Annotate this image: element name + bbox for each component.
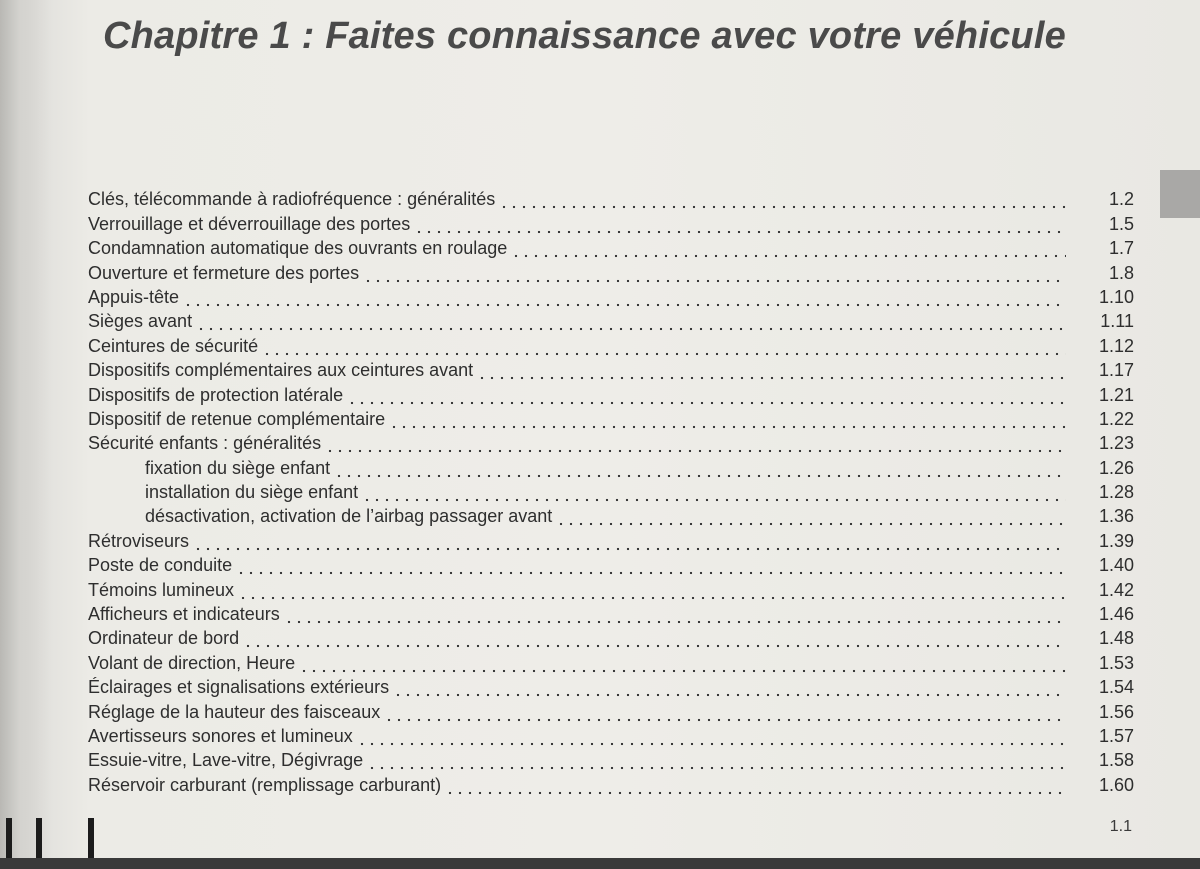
toc-entry[interactable] bbox=[88, 186, 1134, 210]
toc-entry-page: 1.8 bbox=[1108, 262, 1134, 283]
toc-entry[interactable] bbox=[88, 527, 1134, 551]
toc-entry-label: Condamnation automatique des ouvrants en roulage bbox=[88, 238, 508, 259]
toc-entry[interactable] bbox=[88, 381, 1134, 405]
toc-entry-page: 1.5 bbox=[1108, 213, 1134, 234]
toc-entry[interactable] bbox=[88, 723, 1134, 747]
toc-entry-label: Témoins lumineux bbox=[88, 579, 235, 600]
toc-entry[interactable] bbox=[88, 210, 1134, 234]
toc-entry-page: 1.2 bbox=[1108, 189, 1134, 210]
toc-entry[interactable] bbox=[88, 698, 1134, 722]
toc-entry[interactable] bbox=[88, 284, 1134, 308]
toc-entry-page: 1.54 bbox=[1098, 677, 1134, 698]
toc-entry[interactable] bbox=[88, 406, 1134, 430]
toc-leader-dots bbox=[556, 505, 1066, 527]
toc-entry[interactable] bbox=[88, 332, 1134, 356]
toc-entry-page: 1.22 bbox=[1098, 408, 1134, 429]
crop-mark bbox=[88, 818, 94, 858]
chapter-title: Chapitre 1 : Faites connaissance avec votre véhicule bbox=[103, 15, 1066, 57]
toc-subentry[interactable] bbox=[88, 479, 1134, 503]
toc-entry-page: 1.53 bbox=[1098, 652, 1134, 673]
toc-entry-label: Ordinateur de bord bbox=[88, 628, 240, 649]
toc-entry-page: 1.56 bbox=[1098, 701, 1134, 722]
toc-leader-dots bbox=[243, 627, 1066, 649]
toc-entry-label: Avertisseurs sonores et lumineux bbox=[88, 725, 353, 746]
toc-entry-label: Essuie-vitre, Lave-vitre, Dégivrage bbox=[88, 750, 364, 771]
crop-mark bbox=[6, 818, 12, 858]
toc-leader-dots bbox=[238, 579, 1066, 601]
toc-leader-dots bbox=[363, 262, 1066, 284]
toc-subentry[interactable] bbox=[88, 454, 1134, 478]
toc-leader-dots bbox=[362, 481, 1066, 503]
toc-entry-label: Réservoir carburant (remplissage carburant) bbox=[88, 774, 442, 795]
toc-entry-page: 1.40 bbox=[1098, 555, 1134, 576]
toc-entry-page: 1.11 bbox=[1100, 311, 1134, 332]
toc-subentry-page: 1.26 bbox=[1098, 457, 1134, 478]
toc-leader-dots bbox=[347, 384, 1066, 406]
toc-entry-page: 1.23 bbox=[1098, 433, 1134, 454]
toc-entry[interactable] bbox=[88, 625, 1134, 649]
toc-leader-dots bbox=[414, 213, 1066, 235]
toc-subentry-label: fixation du siège enfant bbox=[145, 457, 331, 478]
toc-entry-page: 1.10 bbox=[1098, 286, 1134, 307]
toc-entry-label: Dispositif de retenue complémentaire bbox=[88, 408, 386, 429]
toc-leader-dots bbox=[393, 676, 1066, 698]
toc-entry[interactable] bbox=[88, 552, 1134, 576]
toc-leader-dots bbox=[499, 188, 1066, 210]
toc-entry-label: Dispositifs de protection latérale bbox=[88, 384, 344, 405]
toc-entry-label: Appuis-tête bbox=[88, 286, 180, 307]
toc-entry-label: Verrouillage et déverrouillage des portes bbox=[88, 213, 411, 234]
toc-leader-dots bbox=[389, 408, 1066, 430]
toc-entry[interactable] bbox=[88, 430, 1134, 454]
chapter-tab bbox=[1160, 170, 1200, 218]
crop-mark bbox=[36, 818, 42, 858]
toc-leader-dots bbox=[193, 530, 1066, 552]
table-of-contents bbox=[88, 186, 1134, 796]
toc-entry-page: 1.21 bbox=[1098, 384, 1134, 405]
toc-entry-label: Éclairages et signalisations extérieurs bbox=[88, 677, 390, 698]
toc-entry-page: 1.17 bbox=[1098, 360, 1134, 381]
toc-subentry-label: désactivation, activation de l’airbag passager avant bbox=[145, 506, 553, 527]
toc-entry[interactable] bbox=[88, 649, 1134, 673]
toc-entry-label: Sécurité enfants : généralités bbox=[88, 433, 322, 454]
toc-entry-page: 1.57 bbox=[1098, 725, 1134, 746]
toc-subentry[interactable] bbox=[88, 503, 1134, 527]
toc-leader-dots bbox=[196, 310, 1066, 332]
toc-entry-page: 1.48 bbox=[1098, 628, 1134, 649]
toc-leader-dots bbox=[511, 237, 1066, 259]
toc-entry[interactable] bbox=[88, 674, 1134, 698]
binding-shadow bbox=[0, 0, 52, 869]
toc-entry-label: Sièges avant bbox=[88, 311, 193, 332]
toc-leader-dots bbox=[262, 335, 1066, 357]
toc-subentry-page: 1.36 bbox=[1098, 506, 1134, 527]
toc-entry-label: Poste de conduite bbox=[88, 555, 233, 576]
toc-entry-page: 1.46 bbox=[1098, 604, 1134, 625]
page-number: 1.1 bbox=[1109, 818, 1132, 835]
toc-leader-dots bbox=[477, 359, 1066, 381]
toc-entry[interactable] bbox=[88, 601, 1134, 625]
toc-leader-dots bbox=[325, 432, 1066, 454]
toc-leader-dots bbox=[334, 457, 1066, 479]
toc-entry-page: 1.12 bbox=[1098, 335, 1134, 356]
toc-leader-dots bbox=[236, 554, 1066, 576]
toc-leader-dots bbox=[384, 701, 1066, 723]
toc-entry-page: 1.7 bbox=[1108, 238, 1134, 259]
toc-entry[interactable] bbox=[88, 308, 1134, 332]
toc-leader-dots bbox=[284, 603, 1066, 625]
toc-entry[interactable] bbox=[88, 576, 1134, 600]
toc-entry-label: Réglage de la hauteur des faisceaux bbox=[88, 701, 381, 722]
toc-entry[interactable] bbox=[88, 771, 1134, 795]
toc-entry-page: 1.42 bbox=[1098, 579, 1134, 600]
toc-leader-dots bbox=[357, 725, 1066, 747]
toc-entry-label: Rétroviseurs bbox=[88, 530, 190, 551]
toc-entry-label: Ouverture et fermeture des portes bbox=[88, 262, 360, 283]
toc-entry-page: 1.39 bbox=[1098, 530, 1134, 551]
toc-entry[interactable] bbox=[88, 235, 1134, 259]
toc-entry[interactable] bbox=[88, 747, 1134, 771]
toc-entry-label: Ceintures de sécurité bbox=[88, 335, 259, 356]
toc-entry-label: Afficheurs et indicateurs bbox=[88, 604, 280, 625]
toc-subentry-label: installation du siège enfant bbox=[145, 482, 359, 503]
toc-leader-dots bbox=[299, 652, 1066, 674]
toc-entry-page: 1.58 bbox=[1098, 750, 1134, 771]
page-bottom-edge bbox=[0, 858, 1200, 869]
toc-entry-label: Clés, télécommande à radiofréquence : généralités bbox=[88, 189, 496, 210]
toc-entry-label: Volant de direction, Heure bbox=[88, 652, 296, 673]
toc-leader-dots bbox=[367, 749, 1066, 771]
toc-entry-page: 1.60 bbox=[1098, 774, 1134, 795]
toc-entry[interactable] bbox=[88, 259, 1134, 283]
toc-leader-dots bbox=[183, 286, 1066, 308]
toc-subentry-page: 1.28 bbox=[1098, 482, 1134, 503]
toc-entry-label: Dispositifs complémentaires aux ceintures avant bbox=[88, 360, 474, 381]
toc-entry[interactable] bbox=[88, 357, 1134, 381]
toc-leader-dots bbox=[445, 774, 1066, 796]
